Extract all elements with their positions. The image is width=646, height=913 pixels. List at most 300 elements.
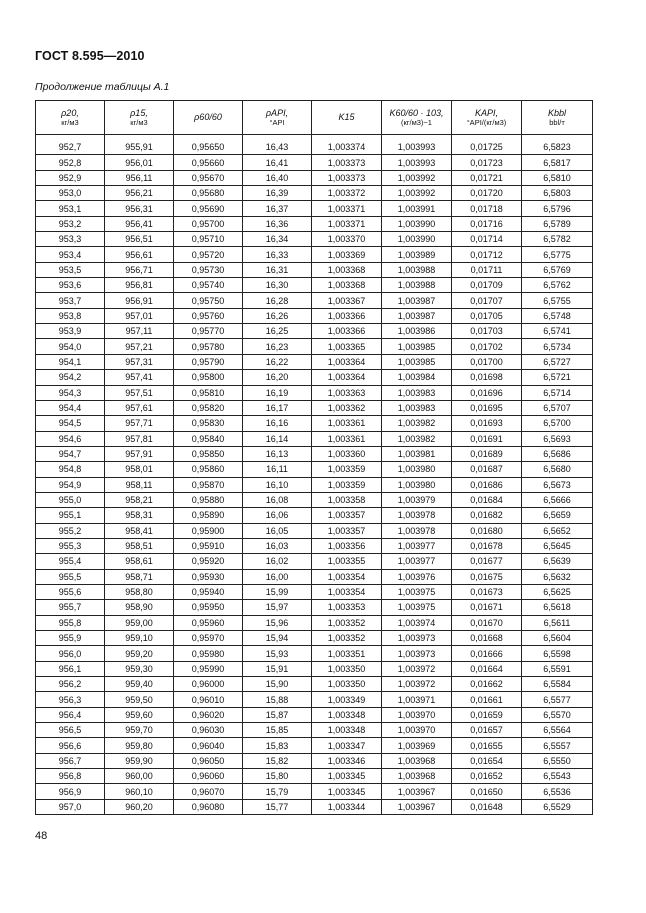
table-cell: 16,33 <box>243 247 312 262</box>
column-header <box>452 101 522 135</box>
table-cell: 0,95660 <box>174 155 243 170</box>
table-cell: 0,95820 <box>174 400 243 415</box>
table-cell: 955,5 <box>36 569 105 584</box>
table-cell: 6,5550 <box>522 753 593 768</box>
table-cell: 16,14 <box>243 431 312 446</box>
table-cell: 1,003369 <box>312 247 382 262</box>
table-cell: 1,003348 <box>312 723 382 738</box>
table-row <box>36 416 593 431</box>
table-cell: 0,95930 <box>174 569 243 584</box>
table-cell: 0,95880 <box>174 492 243 507</box>
table-cell: 956,81 <box>105 278 174 293</box>
table-cell: 1,003368 <box>312 262 382 277</box>
table-cell: 954,4 <box>36 400 105 415</box>
table-cell: 15,94 <box>243 631 312 646</box>
table-cell: 15,88 <box>243 692 312 707</box>
table-cell: 6,5803 <box>522 186 593 201</box>
table-cell: 1,003979 <box>382 492 452 507</box>
table-row <box>36 324 593 339</box>
table-cell: 0,95710 <box>174 232 243 247</box>
table-cell: 0,96080 <box>174 799 243 814</box>
page-number: 48 <box>35 830 48 842</box>
table-cell: 1,003993 <box>382 155 452 170</box>
table-cell: 0,01655 <box>452 738 522 753</box>
table-cell: 955,8 <box>36 615 105 630</box>
table-cell: 0,95950 <box>174 600 243 615</box>
table-cell: 0,96040 <box>174 738 243 753</box>
table-cell: 1,003984 <box>382 370 452 385</box>
table-cell: 957,71 <box>105 416 174 431</box>
table-cell: 1,003366 <box>312 324 382 339</box>
table-cell: 0,95770 <box>174 324 243 339</box>
table-cell: 6,5584 <box>522 677 593 692</box>
column-header <box>243 101 312 135</box>
table-cell: 6,5769 <box>522 262 593 277</box>
table-cell: 953,3 <box>36 232 105 247</box>
table-row <box>36 339 593 354</box>
table-cell: 1,003975 <box>382 600 452 615</box>
table-cell: 958,21 <box>105 492 174 507</box>
table-cell: 0,01670 <box>452 615 522 630</box>
table-row <box>36 508 593 523</box>
table-cell: 0,01664 <box>452 661 522 676</box>
table-cell: 953,0 <box>36 186 105 201</box>
table-cell: 0,95800 <box>174 370 243 385</box>
table-cell: 1,003347 <box>312 738 382 753</box>
table-cell: 956,31 <box>105 201 174 216</box>
table-row <box>36 569 593 584</box>
table-cell: 0,01702 <box>452 339 522 354</box>
table-cell: 952,8 <box>36 155 105 170</box>
table-row <box>36 216 593 231</box>
column-header-symbol: Kbbl <box>547 107 566 118</box>
table-cell: 16,43 <box>243 135 312 155</box>
table-cell: 6,5659 <box>522 508 593 523</box>
table-cell: 0,96060 <box>174 769 243 784</box>
table-row <box>36 523 593 538</box>
table-cell: 0,01703 <box>452 324 522 339</box>
table-row <box>36 615 593 630</box>
table-row <box>36 293 593 308</box>
column-header-symbol: ρ20, <box>61 107 79 118</box>
table-cell: 16,34 <box>243 232 312 247</box>
table-cell: 1,003980 <box>382 477 452 492</box>
column-header-symbol: KAPI, <box>474 107 498 118</box>
table-cell: 955,4 <box>36 554 105 569</box>
table-cell: 16,02 <box>243 554 312 569</box>
table-cell: 0,01718 <box>452 201 522 216</box>
table-cell: 0,01678 <box>452 538 522 553</box>
table-row <box>36 554 593 569</box>
table-cell: 1,003352 <box>312 615 382 630</box>
table-cell: 0,01652 <box>452 769 522 784</box>
table-cell: 959,60 <box>105 707 174 722</box>
table-cell: 957,61 <box>105 400 174 415</box>
table-cell: 15,97 <box>243 600 312 615</box>
table-cell: 1,003969 <box>382 738 452 753</box>
table-cell: 957,41 <box>105 370 174 385</box>
table-cell: 958,01 <box>105 462 174 477</box>
table-cell: 0,01650 <box>452 784 522 799</box>
table-cell: 1,003374 <box>312 135 382 155</box>
table-cell: 15,93 <box>243 646 312 661</box>
table-cell: 1,003989 <box>382 247 452 262</box>
table-cell: 1,003990 <box>382 232 452 247</box>
table-row <box>36 799 593 814</box>
table-cell: 16,41 <box>243 155 312 170</box>
column-header-unit: кг/м3 <box>130 117 148 127</box>
table-cell: 954,2 <box>36 370 105 385</box>
table-row <box>36 600 593 615</box>
table-row <box>36 769 593 784</box>
table-cell: 1,003366 <box>312 308 382 323</box>
table-cell: 0,96010 <box>174 692 243 707</box>
table-cell: 0,95980 <box>174 646 243 661</box>
table-cell: 1,003373 <box>312 170 382 185</box>
table-cell: 6,5564 <box>522 723 593 738</box>
table-cell: 1,003352 <box>312 631 382 646</box>
table-cell: 1,003972 <box>382 661 452 676</box>
table-cell: 6,5693 <box>522 431 593 446</box>
table-cell: 6,5673 <box>522 477 593 492</box>
table-row <box>36 431 593 446</box>
table-cell: 1,003359 <box>312 462 382 477</box>
table-row <box>36 170 593 185</box>
table-cell: 0,95830 <box>174 416 243 431</box>
table-row <box>36 232 593 247</box>
table-cell: 956,71 <box>105 262 174 277</box>
table-cell: 955,2 <box>36 523 105 538</box>
table-cell: 15,83 <box>243 738 312 753</box>
table-cell: 956,01 <box>105 155 174 170</box>
table-cell: 1,003344 <box>312 799 382 814</box>
table-cell: 0,01666 <box>452 646 522 661</box>
table-cell: 954,9 <box>36 477 105 492</box>
table-cell: 15,87 <box>243 707 312 722</box>
table-cell: 0,01716 <box>452 216 522 231</box>
table-header-row <box>36 101 593 135</box>
table-cell: 0,01725 <box>452 135 522 155</box>
table-cell: 1,003365 <box>312 339 382 354</box>
table-row <box>36 462 593 477</box>
table-cell: 958,41 <box>105 523 174 538</box>
document-header: ГОСТ 8.595—2010 <box>35 49 145 63</box>
table-cell: 1,003357 <box>312 508 382 523</box>
table-cell: 6,5645 <box>522 538 593 553</box>
table-cell: 1,003350 <box>312 677 382 692</box>
table-cell: 1,003968 <box>382 769 452 784</box>
table-cell: 0,01680 <box>452 523 522 538</box>
table-row <box>36 584 593 599</box>
table-row <box>36 477 593 492</box>
table-cell: 956,91 <box>105 293 174 308</box>
table-cell: 16,28 <box>243 293 312 308</box>
table-cell: 0,96070 <box>174 784 243 799</box>
table-cell: 0,95680 <box>174 186 243 201</box>
table-body <box>36 135 593 815</box>
table-cell: 959,50 <box>105 692 174 707</box>
table-cell: 1,003980 <box>382 462 452 477</box>
table-cell: 1,003350 <box>312 661 382 676</box>
table-cell: 0,95650 <box>174 135 243 155</box>
table-cell: 1,003346 <box>312 753 382 768</box>
table-cell: 1,003360 <box>312 446 382 461</box>
column-header-unit: (кг/м3)−1 <box>401 117 432 127</box>
table-cell: 1,003970 <box>382 707 452 722</box>
table-cell: 959,80 <box>105 738 174 753</box>
table-cell: 955,7 <box>36 600 105 615</box>
column-header-symbol: ρ15, <box>130 107 148 118</box>
table-cell: 959,30 <box>105 661 174 676</box>
table-cell: 1,003364 <box>312 370 382 385</box>
table-row <box>36 446 593 461</box>
table-cell: 0,95690 <box>174 201 243 216</box>
table-cell: 958,31 <box>105 508 174 523</box>
table-cell: 1,003981 <box>382 446 452 461</box>
table-cell: 955,9 <box>36 631 105 646</box>
column-header <box>174 101 243 135</box>
table-row <box>36 492 593 507</box>
table-row <box>36 692 593 707</box>
table-cell: 957,0 <box>36 799 105 814</box>
table-cell: 6,5577 <box>522 692 593 707</box>
column-header-unit: кг/м3 <box>61 117 79 127</box>
table-cell: 1,003353 <box>312 600 382 615</box>
table-cell: 0,95730 <box>174 262 243 277</box>
table-cell: 954,3 <box>36 385 105 400</box>
table-cell: 0,95790 <box>174 354 243 369</box>
table-cell: 954,5 <box>36 416 105 431</box>
table-cell: 16,26 <box>243 308 312 323</box>
table-cell: 957,51 <box>105 385 174 400</box>
table-cell: 954,0 <box>36 339 105 354</box>
table-cell: 0,01668 <box>452 631 522 646</box>
table-cell: 1,003990 <box>382 216 452 231</box>
table-cell: 15,99 <box>243 584 312 599</box>
table-cell: 6,5570 <box>522 707 593 722</box>
table-cell: 958,51 <box>105 538 174 553</box>
table-cell: 955,6 <box>36 584 105 599</box>
table-cell: 15,85 <box>243 723 312 738</box>
table-cell: 959,70 <box>105 723 174 738</box>
table-cell: 0,01682 <box>452 508 522 523</box>
table-cell: 958,80 <box>105 584 174 599</box>
table-cell: 16,19 <box>243 385 312 400</box>
table-cell: 1,003368 <box>312 278 382 293</box>
table-cell: 955,91 <box>105 135 174 155</box>
table-cell: 1,003977 <box>382 538 452 553</box>
table-cell: 6,5789 <box>522 216 593 231</box>
table-cell: 16,39 <box>243 186 312 201</box>
table-row <box>36 661 593 676</box>
table-cell: 1,003978 <box>382 523 452 538</box>
table-row <box>36 677 593 692</box>
table-cell: 6,5748 <box>522 308 593 323</box>
table-cell: 0,96000 <box>174 677 243 692</box>
table-cell: 1,003372 <box>312 186 382 201</box>
table-cell: 956,61 <box>105 247 174 262</box>
table-cell: 16,30 <box>243 278 312 293</box>
table-cell: 955,0 <box>36 492 105 507</box>
table-cell: 953,8 <box>36 308 105 323</box>
table-cell: 6,5536 <box>522 784 593 799</box>
table-cell: 6,5666 <box>522 492 593 507</box>
column-header-symbol: ρAPI, <box>265 107 289 118</box>
table-cell: 953,1 <box>36 201 105 216</box>
table-cell: 956,41 <box>105 216 174 231</box>
table-cell: 6,5639 <box>522 554 593 569</box>
table-cell: 0,01709 <box>452 278 522 293</box>
table-cell: 6,5632 <box>522 569 593 584</box>
table-cell: 1,003354 <box>312 569 382 584</box>
table-row <box>36 400 593 415</box>
table-cell: 0,95860 <box>174 462 243 477</box>
table-cell: 1,003967 <box>382 799 452 814</box>
table-cell: 0,95720 <box>174 247 243 262</box>
table-cell: 0,96030 <box>174 723 243 738</box>
table-cell: 956,0 <box>36 646 105 661</box>
table-cell: 1,003371 <box>312 201 382 216</box>
table-cell: 0,95670 <box>174 170 243 185</box>
table-cell: 16,31 <box>243 262 312 277</box>
table-cell: 0,01673 <box>452 584 522 599</box>
table-cell: 953,4 <box>36 247 105 262</box>
table-cell: 16,16 <box>243 416 312 431</box>
table-cell: 956,6 <box>36 738 105 753</box>
table-cell: 16,05 <box>243 523 312 538</box>
table-row <box>36 186 593 201</box>
table-cell: 6,5591 <box>522 661 593 676</box>
table-cell: 959,00 <box>105 615 174 630</box>
table-cell: 953,6 <box>36 278 105 293</box>
table-cell: 16,25 <box>243 324 312 339</box>
table-cell: 1,003977 <box>382 554 452 569</box>
table-cell: 954,1 <box>36 354 105 369</box>
table-cell: 0,95810 <box>174 385 243 400</box>
column-header <box>312 101 382 135</box>
table-cell: 957,21 <box>105 339 174 354</box>
table-cell: 960,20 <box>105 799 174 814</box>
table-cell: 6,5652 <box>522 523 593 538</box>
table-cell: 6,5823 <box>522 135 593 155</box>
table-row <box>36 247 593 262</box>
table-cell: 1,003361 <box>312 431 382 446</box>
table-cell: 956,11 <box>105 170 174 185</box>
table-cell: 1,003351 <box>312 646 382 661</box>
table-cell: 6,5543 <box>522 769 593 784</box>
table-cell: 0,96050 <box>174 753 243 768</box>
table-cell: 0,95910 <box>174 538 243 553</box>
table-cell: 16,40 <box>243 170 312 185</box>
table-cell: 958,90 <box>105 600 174 615</box>
table-cell: 0,01686 <box>452 477 522 492</box>
table-cell: 1,003992 <box>382 170 452 185</box>
table-cell: 15,90 <box>243 677 312 692</box>
table-cell: 958,71 <box>105 569 174 584</box>
table-cell: 0,01661 <box>452 692 522 707</box>
table-cell: 953,5 <box>36 262 105 277</box>
table-cell: 959,40 <box>105 677 174 692</box>
table-cell: 6,5810 <box>522 170 593 185</box>
table-cell: 957,81 <box>105 431 174 446</box>
table-cell: 0,01693 <box>452 416 522 431</box>
column-header-unit: °API/(кг/м3) <box>466 117 507 127</box>
table-cell: 6,5625 <box>522 584 593 599</box>
table-cell: 1,003992 <box>382 186 452 201</box>
table-cell: 0,01705 <box>452 308 522 323</box>
table-cell: 0,01707 <box>452 293 522 308</box>
table-cell: 959,90 <box>105 753 174 768</box>
table-cell: 16,36 <box>243 216 312 231</box>
table-row <box>36 738 593 753</box>
table-cell: 0,01689 <box>452 446 522 461</box>
table-row <box>36 135 593 155</box>
table-cell: 0,01684 <box>452 492 522 507</box>
table-cell: 1,003367 <box>312 293 382 308</box>
table-cell: 957,01 <box>105 308 174 323</box>
table-cell: 1,003982 <box>382 431 452 446</box>
table-row <box>36 646 593 661</box>
table-cell: 0,95940 <box>174 584 243 599</box>
table-cell: 0,01696 <box>452 385 522 400</box>
table-cell: 0,01687 <box>452 462 522 477</box>
table-cell: 1,003986 <box>382 324 452 339</box>
table-cell: 959,10 <box>105 631 174 646</box>
table-cell: 960,10 <box>105 784 174 799</box>
table-cell: 958,11 <box>105 477 174 492</box>
table-cell: 1,003985 <box>382 339 452 354</box>
table-cell: 0,01657 <box>452 723 522 738</box>
table-cell: 16,10 <box>243 477 312 492</box>
table-cell: 1,003983 <box>382 400 452 415</box>
table-row <box>36 308 593 323</box>
table-cell: 0,01662 <box>452 677 522 692</box>
table-cell: 0,01698 <box>452 370 522 385</box>
table-cell: 1,003973 <box>382 631 452 646</box>
table-cell: 1,003357 <box>312 523 382 538</box>
table-cell: 956,3 <box>36 692 105 707</box>
table-cell: 1,003971 <box>382 692 452 707</box>
table-cell: 1,003361 <box>312 416 382 431</box>
table-cell: 954,8 <box>36 462 105 477</box>
table-cell: 6,5700 <box>522 416 593 431</box>
table-cell: 6,5782 <box>522 232 593 247</box>
table-cell: 0,01700 <box>452 354 522 369</box>
table-cell: 16,11 <box>243 462 312 477</box>
table-cell: 952,7 <box>36 135 105 155</box>
table-cell: 1,003975 <box>382 584 452 599</box>
table-cell: 1,003993 <box>382 135 452 155</box>
table-cell: 1,003972 <box>382 677 452 692</box>
table-cell: 952,9 <box>36 170 105 185</box>
table-cell: 15,91 <box>243 661 312 676</box>
table-row <box>36 538 593 553</box>
table-cell: 0,95750 <box>174 293 243 308</box>
table-cell: 0,01712 <box>452 247 522 262</box>
table-cell: 953,9 <box>36 324 105 339</box>
table-row <box>36 753 593 768</box>
table-cell: 1,003973 <box>382 646 452 661</box>
table-cell: 1,003968 <box>382 753 452 768</box>
table-cell: 0,95870 <box>174 477 243 492</box>
table-cell: 1,003970 <box>382 723 452 738</box>
table-cell: 6,5557 <box>522 738 593 753</box>
table-cell: 0,01721 <box>452 170 522 185</box>
table-cell: 1,003991 <box>382 201 452 216</box>
column-header <box>522 101 593 135</box>
table-cell: 1,003976 <box>382 569 452 584</box>
table-cell: 0,01659 <box>452 707 522 722</box>
